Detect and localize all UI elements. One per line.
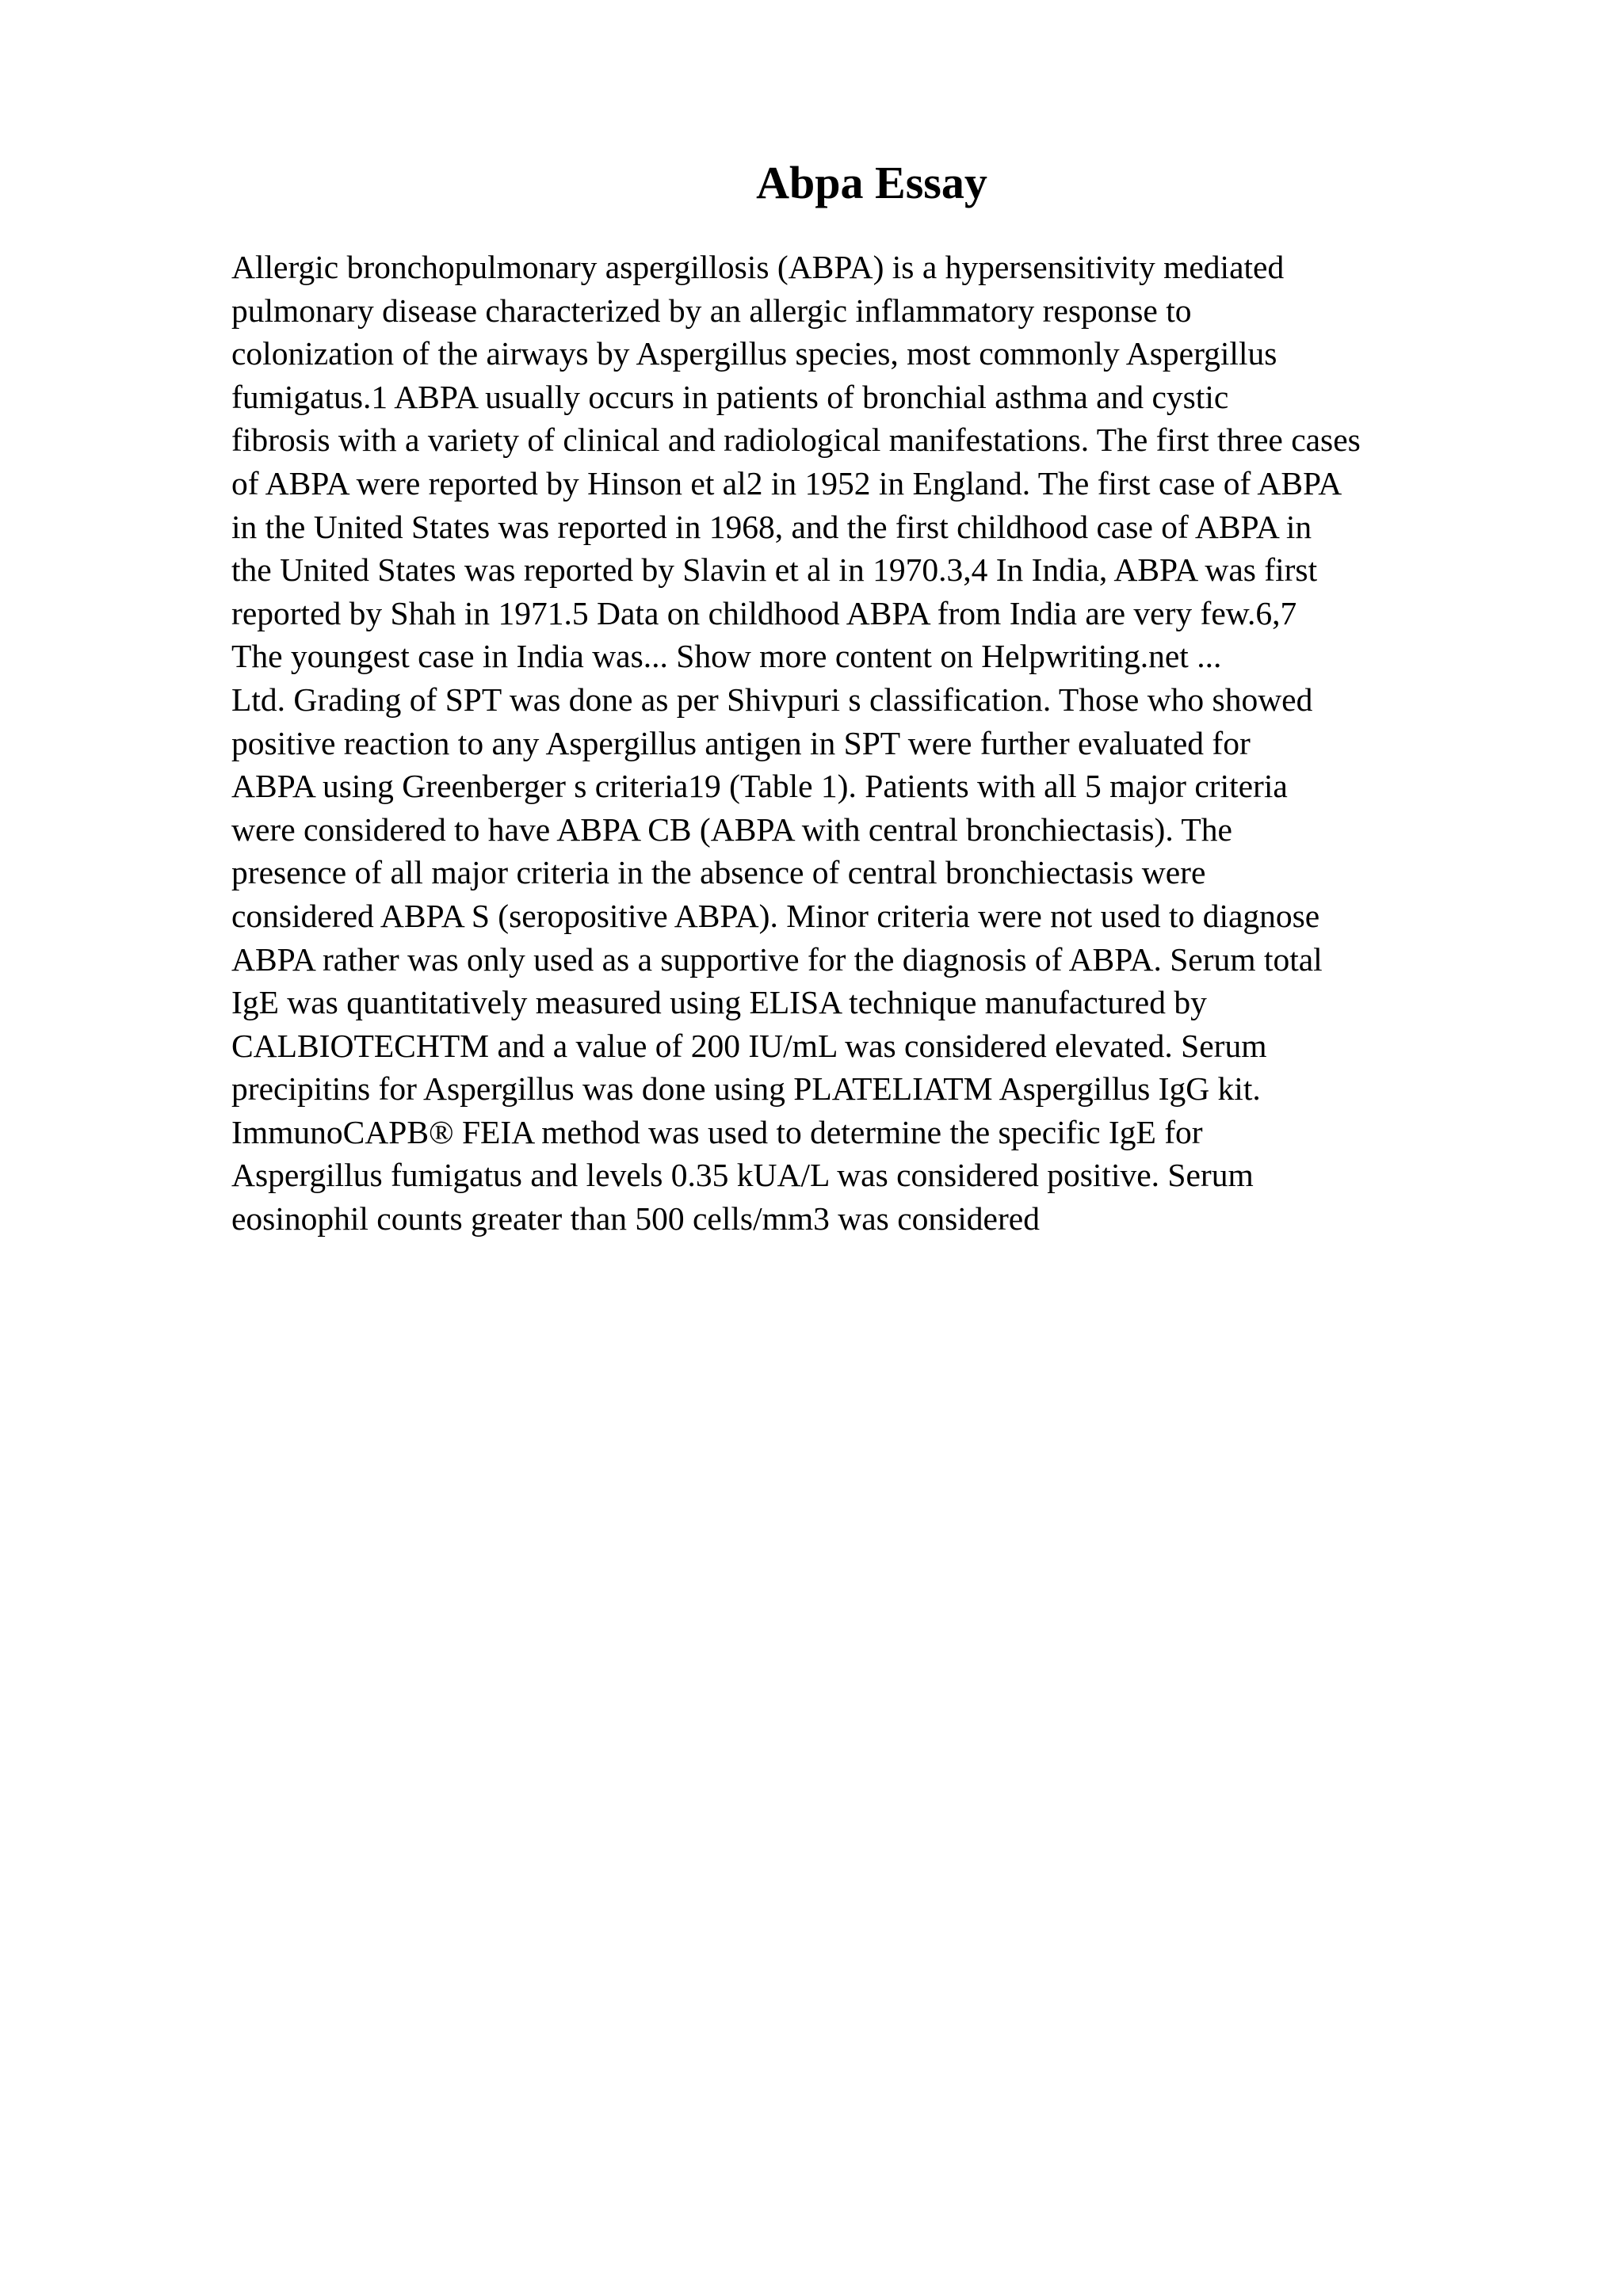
body-line: ABPA using Greenberger s criteria19 (Table 1). Patients with all 5 major criteria [231, 768, 1288, 805]
body-line: colonization of the airways by Aspergillus species, most commonly Aspergillus [231, 335, 1277, 372]
body-line: fibrosis with a variety of clinical and radiological manifestations. The first three cases [231, 421, 1361, 459]
document-title: Abpa Essay [756, 157, 987, 208]
body-line: CALBIOTECHTM and a value of 200 IU/mL was considered elevated. Serum [231, 1027, 1267, 1064]
body-line: eosinophil counts greater than 500 cells/mm3 was considered [231, 1200, 1040, 1238]
body-line: Aspergillus fumigatus and levels 0.35 kUA/L was considered positive. Serum [231, 1157, 1254, 1194]
body-line: reported by Shah in 1971.5 Data on childhood ABPA from India are very few.6,7 [231, 594, 1297, 631]
body-line: IgE was quantitatively measured using ELISA technique manufactured by [231, 984, 1207, 1021]
body-line: of ABPA were reported by Hinson et al2 in 1952 in England. The first case of ABPA [231, 464, 1342, 502]
body-line: in the United States was reported in 1968, and the first childhood case of ABPA in [231, 508, 1312, 545]
body-line: Ltd. Grading of SPT was done as per Shivpuri s classification. Those who showed [231, 681, 1313, 718]
body-line: the United States was reported by Slavin et al in 1970.3,4 In India, ABPA was first [231, 551, 1318, 589]
body-line: The youngest case in India was... Show more content on Helpwriting.net ... [231, 638, 1222, 675]
body-line: positive reaction to any Aspergillus antigen in SPT were further evaluated for [231, 724, 1251, 761]
body-line: ImmunoCAPB® FEIA method was used to determine the specific IgE for [231, 1113, 1203, 1150]
body-line: ABPA rather was only used as a supportive for the diagnosis of ABPA. Serum total [231, 940, 1323, 978]
body-line: precipitins for Aspergillus was done using PLATELIATM Aspergillus IgG kit. [231, 1070, 1261, 1108]
body-line: were considered to have ABPA CB (ABPA with central bronchiectasis). The [231, 810, 1232, 848]
body-line: pulmonary disease characterized by an allergic inflammatory response to [231, 292, 1192, 329]
body-line: fumigatus.1 ABPA usually occurs in patients of bronchial asthma and cystic [231, 378, 1229, 415]
document-body [231, 246, 1594, 1241]
body-line: presence of all major criteria in the absence of central bronchiectasis were [231, 854, 1206, 891]
body-line: Allergic bronchopulmonary aspergillosis (ABPA) is a hypersensitivity mediated [231, 249, 1285, 285]
body-line: considered ABPA S (seropositive ABPA). Minor criteria were not used to diagnose [231, 897, 1320, 934]
